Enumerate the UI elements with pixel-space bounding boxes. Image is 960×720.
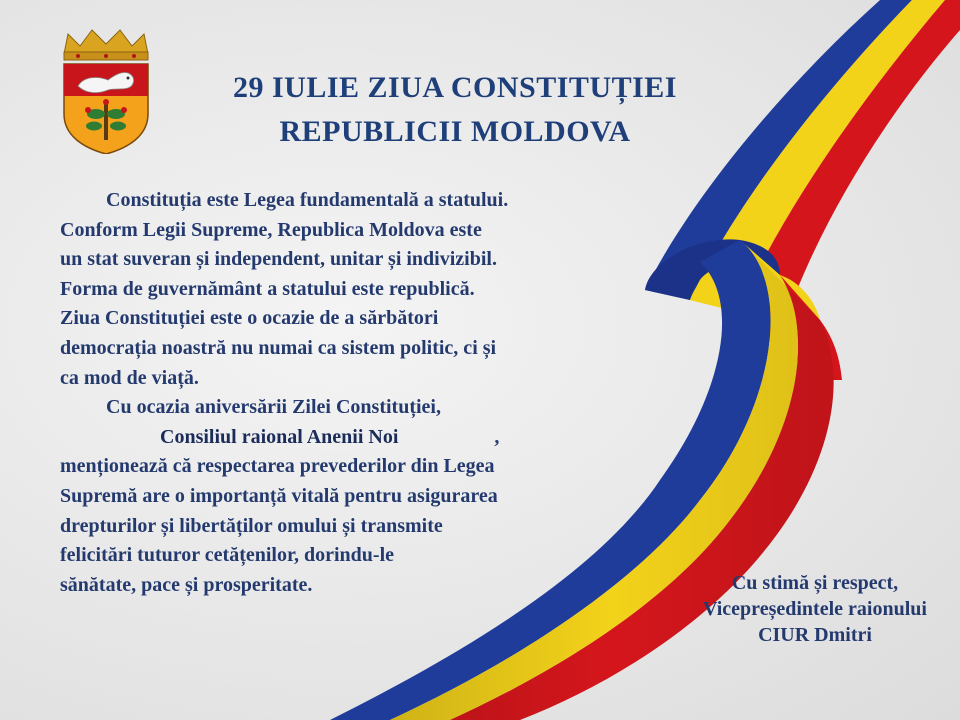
crown-icon xyxy=(64,30,148,60)
body-line: drepturilor și libertăților omului și transmite xyxy=(60,514,443,537)
body-line: un stat suveran și independent, unitar și indivizibil. xyxy=(60,248,497,271)
signature-greeting: Cu stimă și respect, xyxy=(731,572,899,594)
body-line: Cu ocazia aniversării Zilei Constituției, xyxy=(106,396,441,419)
signature-name: CIUR Dmitri xyxy=(758,624,872,646)
title-line-1: 29 IULIE ZIUA CONSTITUȚIEI xyxy=(233,71,677,104)
council-comma: , xyxy=(494,425,500,448)
body-line: Supremă are o importanță vitală pentru asigurarea xyxy=(60,484,498,507)
body-line: Constituția este Legea fundamentală a statului. xyxy=(106,189,509,211)
council-name: Consiliul raional Anenii Noi xyxy=(160,425,399,448)
body-line: Ziua Constituției este o ocazie de a sărbători xyxy=(60,307,439,330)
body-line: Forma de guvernământ a statului este republică. xyxy=(60,277,475,300)
anenii-noi-coat-of-arms-icon xyxy=(58,24,154,154)
signature-position: Vicepreședintele raionului xyxy=(703,598,927,620)
message-body xyxy=(60,186,620,600)
body-line: democrația noastră nu numai ca sistem politic, ci și xyxy=(60,336,497,359)
signature-block xyxy=(680,570,950,648)
body-line: ca mod de viață. xyxy=(60,366,199,389)
body-line: sănătate, pace și prosperitate. xyxy=(60,573,313,596)
title-line-2: REPUBLICII MOLDOVA xyxy=(279,115,631,148)
council-line xyxy=(60,423,620,453)
page-title xyxy=(150,66,760,154)
body-line: Conform Legii Supreme, Republica Moldova este xyxy=(60,218,482,241)
body-line: felicitări tuturor cetățenilor, dorindu-le xyxy=(60,544,395,567)
body-line: menționează că respectarea prevederilor din Legea xyxy=(60,455,495,478)
